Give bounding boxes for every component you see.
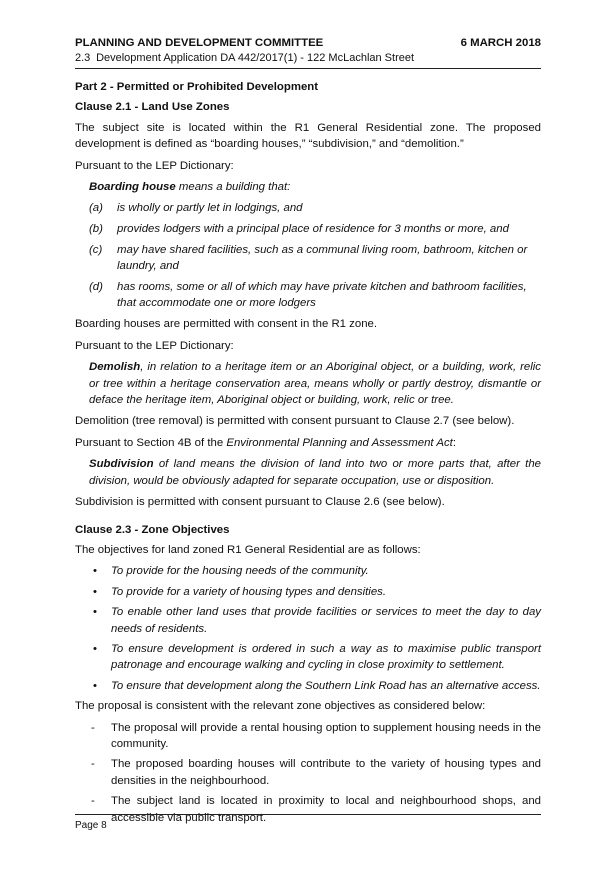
demolish-term: Demolish [89,361,141,374]
bullet-icon: • [93,606,97,619]
list-item: - The proposed boarding houses will contribute to the variety of housing types and densities in the neighbourhood. [91,758,541,787]
boarding-permitted: Boarding houses are permitted with consent in the R1 zone. [75,318,378,331]
list-item: (d) has rooms, some or all of which may have private kitchen and bathroom facilities, that accommodate one or more lodgers [89,281,527,310]
item-title: Development Application DA 442/2017(1) - 122 McLachlan Street [96,52,415,64]
boarding-house-term: Boarding house [89,181,176,194]
consistency-statement: The proposal is consistent with the relevant zone objectives as considered below: [75,700,486,713]
list-item: (a) is wholly or partly let in lodgings, and [89,202,303,215]
footer-divider [75,814,541,815]
item-number: 2.3 [75,52,91,64]
objectives-intro: The objectives for land zoned R1 General Residential are as follows: [75,543,421,556]
list-item: - The proposal will provide a rental housing option to supplement housing needs in the community. [91,721,541,750]
page-header [75,36,541,66]
subdivision-definition: Subdivision of land means the division of land into two or more parts that, after the division, would be obviously adapted for separate occupation, use or disposition. [89,458,541,487]
demolition-permitted: Demolition (tree removal) is permitted with consent pursuant to Clause 2.7 (see below). [75,415,515,428]
zone-paragraph: The subject site is located within the R1 General Residential zone. The proposed development is defined as “boarding houses,” “subdivision,” and “demolition.” [75,121,541,151]
list-item: • To ensure that development along the Southern Link Road has an alternative access. [75,678,541,694]
pursuant-lep-2: Pursuant to the LEP Dictionary: [75,339,234,352]
pursuant-lep-1: Pursuant to the LEP Dictionary: [75,159,234,172]
boarding-house-definition: Boarding house means a building that: [89,181,291,194]
part-heading: Part 2 - Permitted or Prohibited Development [75,81,319,93]
clause-2-1-heading: Clause 2.1 - Land Use Zones [75,101,230,114]
subdivision-permitted: Subdivision is permitted with consent pursuant to Clause 2.6 (see below). [75,496,445,509]
document-body [75,79,541,830]
committee-title: PLANNING AND DEVELOPMENT COMMITTEE [75,37,324,49]
list-item: - The subject land is located in proximity to local and neighbourhood shops, and accessible via public transport. [91,795,541,824]
objectives-list [75,563,541,694]
list-item: • To provide for the housing needs of the community. [75,563,541,579]
page-number: Page 8 [75,820,107,831]
demolish-definition: Demolish, in relation to a heritage item or an Aboriginal object, or a building, work, relic or tree within a heritage conservation area, means wholly or partly destroy, dismantle or deface the heritage item, Aboriginal object or building, work, relic or tree. [89,361,541,407]
boarding-criteria-list [75,200,541,311]
list-item: (b) provides lodgers with a principal place of residence for 3 months or more, and [89,223,509,236]
consistency-points [75,720,541,826]
list-item: (c) may have shared facilities, such as a communal living room, bathroom, kitchen or laundry, and [89,244,528,273]
pursuant-section-4b: Pursuant to Section 4B of the Environmental Planning and Assessment Act: [75,436,456,449]
subdivision-term: Subdivision [89,458,154,471]
bullet-icon: • [93,585,97,598]
list-item: • To provide for a variety of housing types and densities. [75,584,541,600]
meeting-date: 6 MARCH 2018 [460,37,541,49]
header-divider [75,68,541,69]
bullet-icon: • [93,565,97,578]
bullet-icon: • [93,679,97,692]
list-item: • To ensure development is ordered in such a way as to maximise public transport patronage and encourage walking and cycling in close proximity to settlement. [75,641,541,674]
clause-2-3-heading: Clause 2.3 - Zone Objectives [75,523,230,536]
list-item: • To enable other land uses that provide facilities or services to meet the day to day needs of residents. [75,604,541,637]
bullet-icon: • [93,642,97,655]
